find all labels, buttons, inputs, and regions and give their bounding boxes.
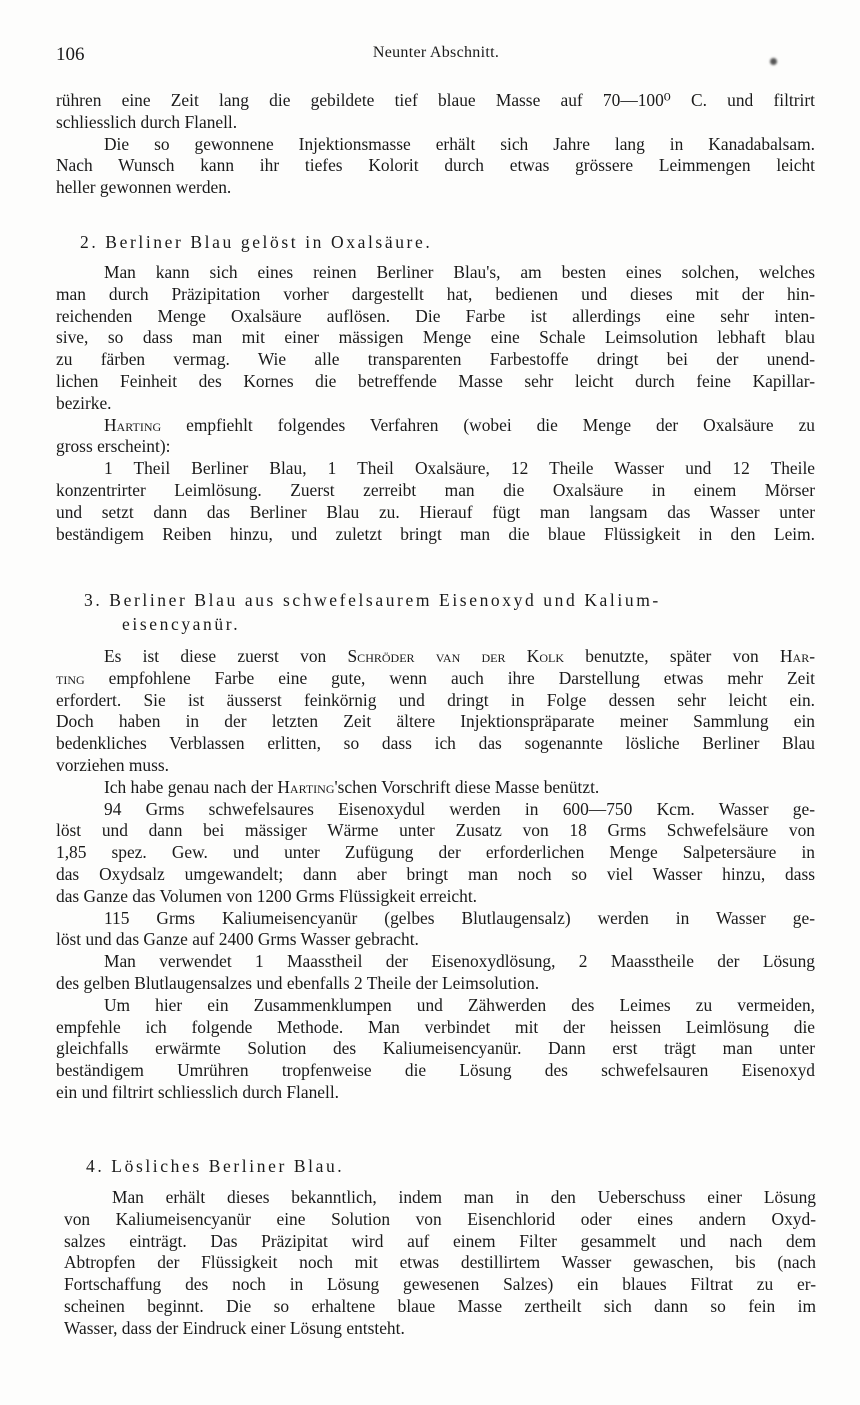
text-line <box>56 668 815 690</box>
ink-speck <box>770 58 777 65</box>
text-line: lichen Feinheit des Kornes die betreffende Masse sehr leicht durch feine Kapillar- <box>56 370 815 391</box>
text-fragment: benutzte, später von <box>585 646 759 666</box>
text-line: 1,85 spez. Gew. und unter Zufügung der erforderlichen Menge Salpetersäure in <box>56 842 815 863</box>
text-line: das Ganze das Volumen von 1200 Grms Flüssigkeit erreicht. <box>56 885 478 906</box>
text-line: schliesslich durch Flanell. <box>56 111 238 132</box>
running-title: Neunter Abschnitt. <box>372 44 500 61</box>
text-line: reichenden Menge Oxalsäure auflösen. Die Farbe ist allerdings eine sehr inten- <box>56 305 815 326</box>
text-line: Doch haben in der letzten Zeit ältere Injektionspräparate meiner Sammlung ein <box>56 711 815 732</box>
text-line <box>56 777 815 799</box>
text-line: gleichfalls erwärmte Solution des Kaliumeisencyanür. Dann erst trägt man unter <box>56 1038 815 1059</box>
text-fragment: 'schen Vorschrift diese Masse benützt. <box>334 776 600 797</box>
text-line: konzentrirter Leimlösung. Zuerst zerreibt man die Oxalsäure in einem Mörser <box>56 479 815 500</box>
text-line: rühren eine Zeit lang die gebildete tief blaue Masse auf 70—100⁰ C. und filtrirt <box>56 90 815 110</box>
running-header <box>56 44 816 68</box>
page-number: 106 <box>56 44 85 65</box>
text-line: Die so gewonnene Injektionsmasse erhält sich Jahre lang in Kanadabalsam. <box>104 133 815 154</box>
intro-paragraphs <box>56 90 815 199</box>
text-line: 115 Grms Kaliumeisencyanür (gelbes Blutlaugensalz) werden in Wasser ge- <box>104 907 815 928</box>
author-name: Harting <box>104 414 162 435</box>
text-line: Man kann sich eines reinen Berliner Blau's, am besten eines solchen, welches <box>104 262 815 282</box>
section-4-body <box>64 1187 816 1340</box>
text-fragment: Es ist diese zuerst von <box>104 646 327 666</box>
author-name: Harting <box>277 776 335 797</box>
text-line: 1 Theil Berliner Blau, 1 Theil Oxalsäure, 12 Theile Wasser und 12 Theile <box>104 458 815 479</box>
text-line: von Kaliumeisencyanür eine Solution von Eisenchlorid oder eines andern Oxyd- <box>64 1208 816 1229</box>
text-line: sive, so dass man mit einer mässigen Menge eine Schale Leimsolution lebhaft blau <box>56 327 815 348</box>
author-name: Schröder van der Kolk <box>347 646 565 666</box>
text-line: zu färben vermag. Wie alle transparenten Farbestoffe dringt bei der unend- <box>56 349 815 370</box>
text-line: Um hier ein Zusammenklumpen und Zähwerden des Leimes zu vermeiden, <box>104 994 815 1015</box>
text-line: Wasser, dass der Eindruck einer Lösung entsteht. <box>64 1317 405 1338</box>
heading-line: 3. Berliner Blau aus schwefelsaurem Eisenoxyd und Kalium- <box>84 590 661 610</box>
text-line: Fortschaffung des noch in Lösung gewesenen Salzes) ein blaues Filtrat zu er- <box>64 1274 816 1295</box>
text-line: Man erhält dieses bekanntlich, indem man in den Ueberschuss einer Lösung <box>112 1187 816 1207</box>
text-fragment: empfiehlt folgendes Verfahren (wobei die Menge der Oxalsäure zu <box>186 414 815 435</box>
text-fragment: empfohlene Farbe eine gute, wenn auch ihre Darstellung etwas mehr Zeit <box>108 667 815 688</box>
text-line: Nach Wunsch kann ihr tiefes Kolorit durch etwas grössere Leimmengen leicht <box>56 155 815 176</box>
text-line: vorziehen muss. <box>56 754 170 775</box>
text-line: man durch Präzipitation vorher dargestellt hat, bedienen und dieses mit der hin- <box>56 283 815 304</box>
text-line: ein und filtrirt schliesslich durch Flanell. <box>56 1081 340 1102</box>
text-line: löst und dann bei mässiger Wärme unter Zusatz von 18 Grms Schwefelsäure von <box>56 820 815 841</box>
text-line: und setzt dann das Berliner Blau zu. Hierauf fügt man langsam das Wasser unter <box>56 501 815 522</box>
text-fragment: Ich habe genau nach der <box>104 776 273 797</box>
author-name: Har- <box>779 646 816 666</box>
text-line: scheinen beginnt. Die so erhaltene blaue Masse zertheilt sich dann so fein im <box>64 1295 816 1316</box>
section-2-body <box>56 262 815 545</box>
text-line: des gelben Blutlaugensalzes und ebenfalls 2 Theile der Leimsolution. <box>56 972 540 993</box>
section-heading-3 <box>84 588 661 636</box>
section-heading-2: 2. Berliner Blau gelöst in Oxalsäure. <box>80 232 433 252</box>
text-line <box>56 646 815 668</box>
section-heading-4: 4. Lösliches Berliner Blau. <box>86 1156 345 1176</box>
text-line: das Oxydsalz umgewandelt; dann aber bringt man noch so viel Wasser hinzu, dass <box>56 863 815 884</box>
text-line: Abtropfen der Flüssigkeit noch mit etwas destillirtem Wasser gewaschen, bis (nach <box>64 1252 816 1273</box>
text-line: bedenkliches Verblassen erlitten, so dass ich das sogenannte lösliche Berliner Blau <box>56 733 815 754</box>
section-3-body <box>56 646 815 1104</box>
heading-line: eisencyanür. <box>122 614 241 634</box>
text-line: heller gewonnen werden. <box>56 177 232 198</box>
text-line: beständigem Umrühren tropfenweise die Lösung des schwefelsauren Eisenoxyd <box>56 1060 815 1081</box>
text-line: bezirke. <box>56 392 112 413</box>
text-line: erfordert. Sie ist äusserst feinkörnig und dringt in Folge dessen sehr leicht ein. <box>56 689 815 710</box>
text-line: salzes einträgt. Das Präzipitat wird auf einem Filter gesammelt und nach dem <box>64 1230 816 1251</box>
text-line: empfehle ich folgende Methode. Man verbindet mit der heissen Leimlösung die <box>56 1016 815 1037</box>
text-line: beständigem Reiben hinzu, und zuletzt bringt man die blaue Flüssigkeit in den Leim. <box>56 523 815 544</box>
text-line <box>56 415 815 437</box>
author-name: ting <box>56 667 85 688</box>
text-line: gross erscheint): <box>56 436 171 457</box>
text-line: löst und das Ganze auf 2400 Grms Wasser gebracht. <box>56 929 419 950</box>
text-line: Man verwendet 1 Maasstheil der Eisenoxydlösung, 2 Maasstheile der Lösung <box>104 951 815 972</box>
text-line: 94 Grms schwefelsaures Eisenoxydul werden in 600—750 Kcm. Wasser ge- <box>104 798 815 819</box>
